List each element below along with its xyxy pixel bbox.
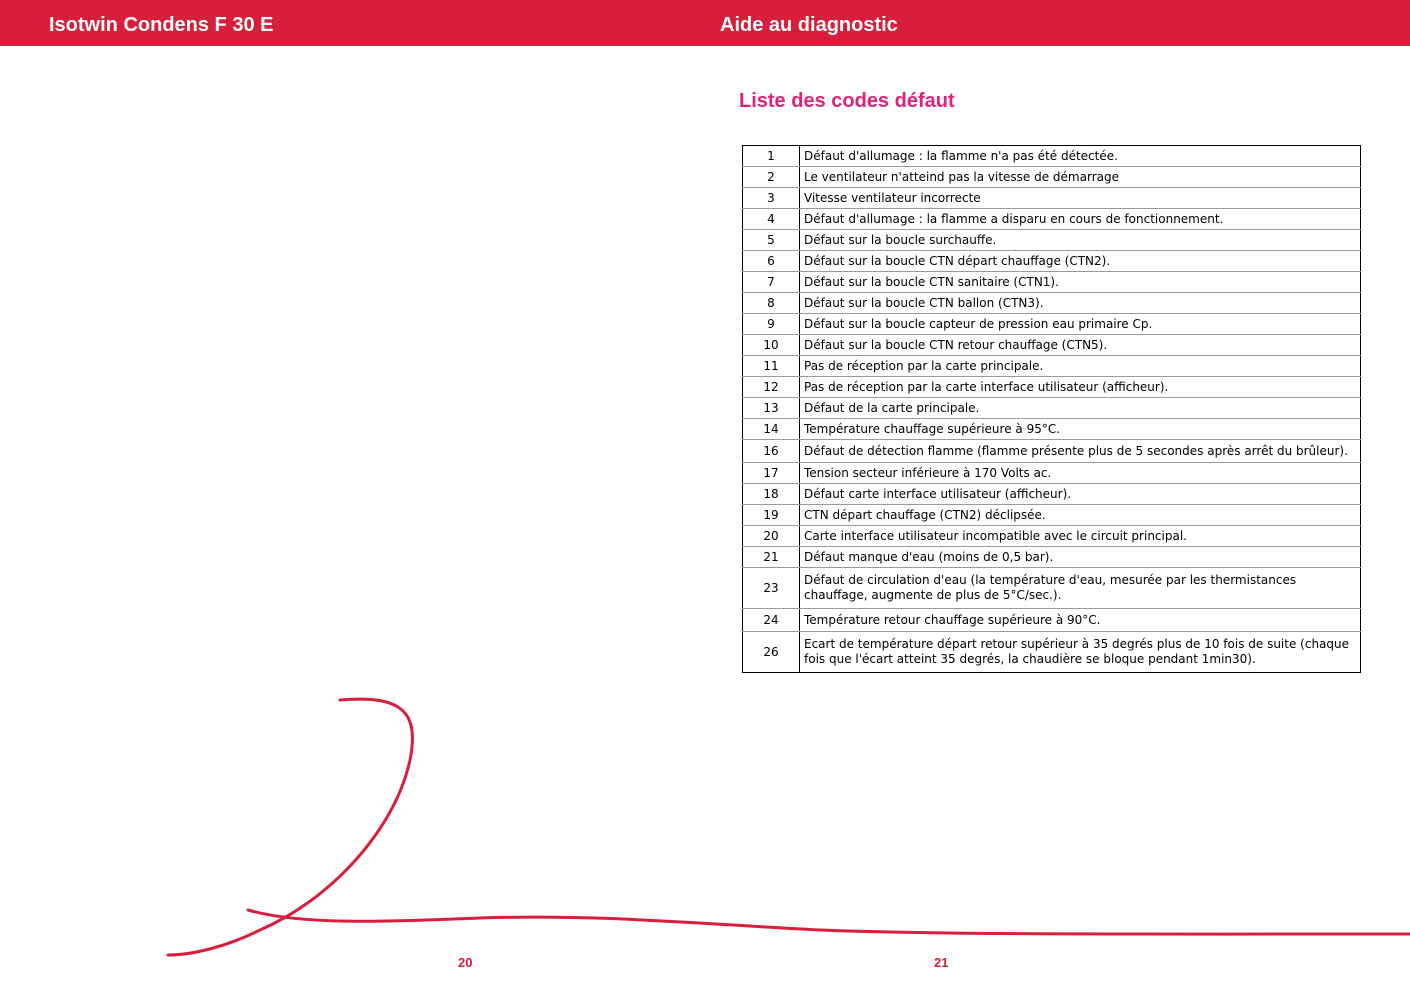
fault-code: 23 [743, 568, 800, 609]
fault-code: 4 [743, 209, 800, 230]
fault-code: 13 [743, 398, 800, 419]
fault-description: Carte interface utilisateur incompatible avec le circuit principal. [800, 526, 1361, 547]
page-number-right: 21 [934, 955, 949, 970]
fault-description: Défaut de la carte principale. [800, 398, 1361, 419]
fault-code: 7 [743, 272, 800, 293]
fault-description: Défaut manque d'eau (moins de 0,5 bar). [800, 547, 1361, 568]
fault-description: Pas de réception par la carte principale. [800, 356, 1361, 377]
fault-code: 10 [743, 335, 800, 356]
page-title: Liste des codes défaut [739, 90, 955, 112]
document-title: Isotwin Condens F 30 E [49, 14, 274, 36]
fault-code: 21 [743, 547, 800, 568]
fault-code: 9 [743, 314, 800, 335]
fault-code: 19 [743, 505, 800, 526]
fault-description: Vitesse ventilateur incorrecte [800, 188, 1361, 209]
fault-code: 11 [743, 356, 800, 377]
fault-description: Défaut d'allumage : la flamme a disparu en cours de fonctionnement. [800, 209, 1361, 230]
fault-description: Défaut de circulation d'eau (la température d'eau, mesurée par les thermistances chauffage, augmente de plus de 5°C/sec.). [800, 568, 1361, 609]
fault-description: Défaut sur la boucle CTN sanitaire (CTN1). [800, 272, 1361, 293]
fault-code: 12 [743, 377, 800, 398]
fault-description: Ecart de température départ retour supérieur à 35 degrés plus de 10 fois de suite (chaque fois que l'écart atteint 35 degrés, la chaudière se bloque pendant 1min30). [804, 637, 1350, 666]
fault-description: Défaut sur la boucle CTN retour chauffage (CTN5). [800, 335, 1361, 356]
fault-code: 3 [743, 188, 800, 209]
fault-description: CTN départ chauffage (CTN2) déclipsée. [800, 505, 1361, 526]
fault-description: Pas de réception par la carte interface utilisateur (afficheur). [800, 377, 1361, 398]
fault-description: Défaut carte interface utilisateur (afficheur). [800, 484, 1361, 505]
fault-code: 5 [743, 230, 800, 251]
fault-description: Le ventilateur n'atteind pas la vitesse de démarrage [800, 167, 1361, 188]
fault-code: 8 [743, 293, 800, 314]
fault-code: 6 [743, 251, 800, 272]
fault-description: Température chauffage supérieure à 95°C. [800, 419, 1361, 440]
page-number-left: 20 [458, 955, 473, 970]
fault-code: 17 [743, 463, 800, 484]
section-heading: Aide au diagnostic [720, 14, 898, 36]
fault-code: 14 [743, 419, 800, 440]
fault-code: 1 [743, 146, 800, 167]
fault-description: Défaut sur la boucle CTN ballon (CTN3). [800, 293, 1361, 314]
fault-description: Défaut sur la boucle surchauffe. [800, 230, 1361, 251]
fault-code: 18 [743, 484, 800, 505]
fault-code: 2 [743, 167, 800, 188]
fault-description: Défaut d'allumage : la flamme n'a pas été détectée. [800, 146, 1361, 167]
fault-description: Défaut sur la boucle CTN départ chauffage (CTN2). [800, 251, 1361, 272]
fault-code: 20 [743, 526, 800, 547]
fault-description: Tension secteur inférieure à 170 Volts ac. [800, 463, 1361, 484]
fault-code: 26 [743, 632, 800, 673]
fault-description: Défaut sur la boucle capteur de pression eau primaire Cp. [800, 314, 1361, 335]
fault-description: Défaut de détection flamme (flamme présente plus de 5 secondes après arrêt du brûleur). [800, 440, 1361, 463]
fault-code: 24 [743, 609, 800, 632]
fault-code: 16 [743, 440, 800, 463]
fault-description: Température retour chauffage supérieure à 90°C. [800, 609, 1361, 632]
